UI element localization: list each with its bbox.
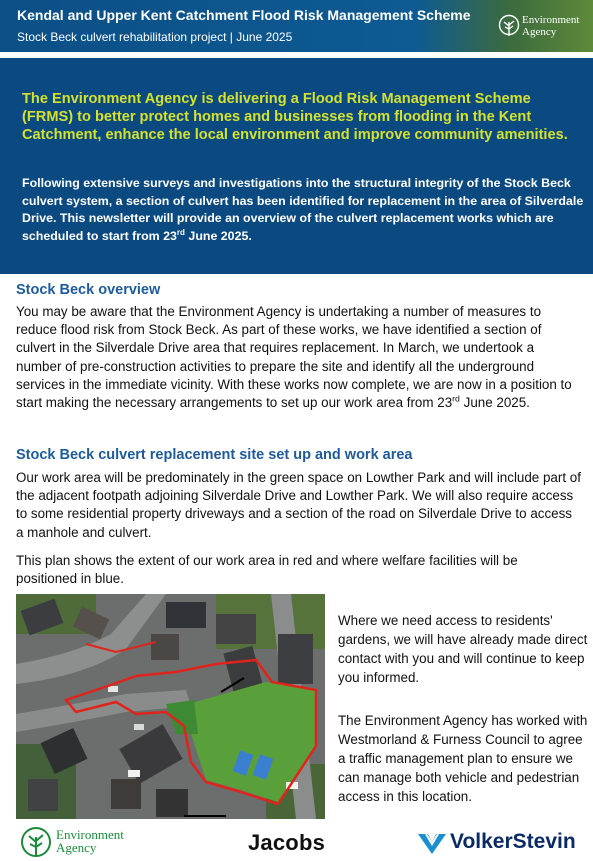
environment-agency-logo [498, 12, 588, 44]
intro-body-sup: rd [176, 227, 185, 237]
ea-tree-icon-footer [20, 826, 52, 858]
intro-panel [0, 58, 593, 274]
header-banner [0, 0, 593, 52]
setup-paragraph-2: This plan shows the extent of our work area in red and where welfare facilities will be positioned in blue. [16, 553, 518, 587]
volkerstevin-text: VolkerStevin [450, 830, 576, 853]
overview-text: You may be aware that the Environment Agency is undertaking a number of measures to reduce flood risk from Stock Beck. As part of these works, we have identified a section of culvert in the Silverdale Drive area that requires replacement. In March, we undertook a number of pre-construction activities to prepare the site and identify all the underground services in the immediate vicinity. With these works now complete, we are now in a position to start making the necessary arrangements to set up our work area from 23 [16, 304, 572, 411]
overview-sup: rd [452, 393, 460, 404]
footer-ea-logo [20, 826, 130, 858]
overview-text-end: June 2025. [459, 395, 530, 411]
project-subtitle: Stock Beck culvert rehabilitation project | June 2025 [17, 30, 293, 44]
jacobs-logo: Jacobs [248, 830, 326, 855]
overview-paragraph [16, 303, 582, 412]
intro-lead: The Environment Agency is delivering a Flood Risk Management Scheme (FRMS) to better protect homes and businesses from flooding in the Kent Catchment, enhance the local environment and improve community amenities. [22, 91, 568, 143]
volkerstevin-mark-icon [416, 832, 448, 856]
setup-paragraph-1: Our work area will be predominately in the green space on Lowther Park and will include part of the adjacent footpath adjoining Silverdale Drive and Lowther Park. We will also require access to some residential property driveways and a section of the road on Silverdale Drive to access a manhole and culvert. [16, 470, 581, 540]
footer-ea-line-1: Environment [56, 827, 124, 842]
side-text-access: Where we need access to residents' gardens, we will have already made direct contact with you and will continue to keep you informed. [338, 613, 588, 685]
intro-body-text: Following extensive surveys and investigations into the structural integrity of the Stock Beck culvert system, a section of culvert has been identified for replacement in the area of Silverdale Drive. This newsletter will provide an overview of the culvert replacement works which are scheduled to start from 23 [22, 176, 584, 243]
aerial-map-drawing [16, 594, 325, 819]
overview-heading: Stock Beck overview [16, 282, 161, 298]
intro-body-end: June 2025. [184, 228, 252, 243]
volkerstevin-logo [416, 830, 588, 856]
work-area-aerial-map [16, 594, 325, 819]
logo-line-1: Environment [522, 14, 580, 26]
ea-tree-icon [498, 14, 520, 40]
intro-body [22, 175, 587, 245]
side-text-traffic: The Environment Agency has worked with Westmorland & Furness Council to agree a traffic management plan to ensure we can manage both vehicle and pedestrian access in this location. [338, 713, 588, 804]
logo-line-2: Agency [522, 26, 557, 38]
scheme-title: Kendal and Upper Kent Catchment Flood Risk Management Scheme [17, 7, 471, 23]
setup-heading: Stock Beck culvert replacement site set up and work area [16, 447, 413, 463]
footer-ea-line-2: Agency [56, 840, 97, 855]
